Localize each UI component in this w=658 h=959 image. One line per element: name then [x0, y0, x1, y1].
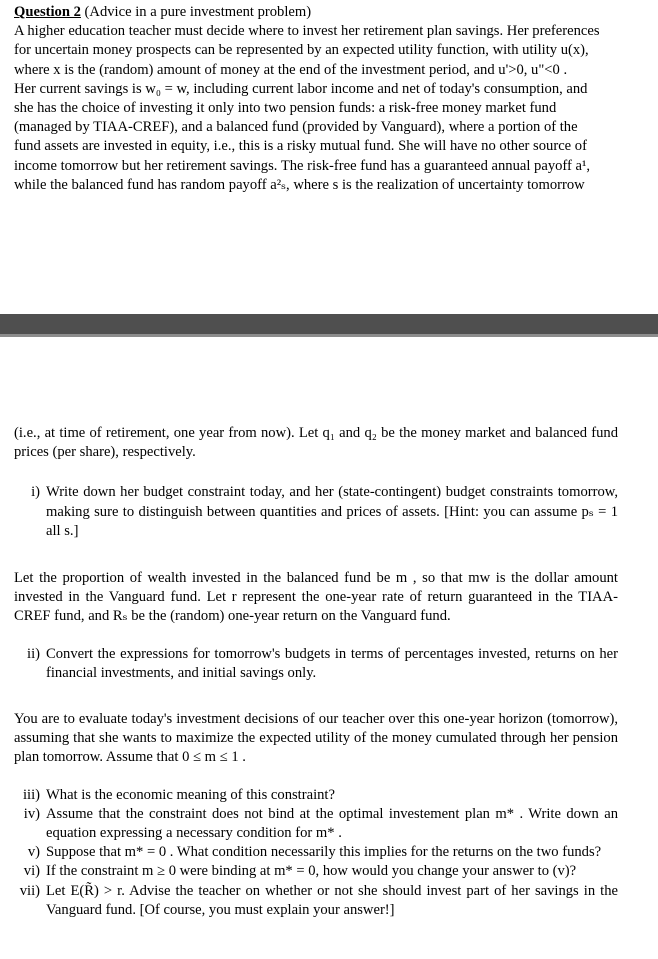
item-number: vi) — [23, 863, 40, 880]
sub-question-vi — [14, 862, 618, 881]
item-number: iii) — [22, 786, 40, 803]
item-number: vii) — [19, 882, 40, 899]
intro-line: A higher education teacher must decide where to invest her retirement plan savings. Her preferences — [14, 23, 600, 40]
intro-line: income tomorrow but her retirement savings. The risk-free fund has a guaranteed annual payoff a¹, — [14, 157, 591, 174]
continuation-paragraph: (i.e., at time of retirement, one year from now). Let q₁ and q₂ be the money market and balanced fund prices (per share), respectively. — [14, 425, 618, 461]
question-label: Question 2 — [14, 4, 81, 20]
item-number: v) — [27, 844, 40, 861]
item-text: Let E(R̃) > r. Advise the teacher on whether or not she should invest part of her savings in the Vanguard fund. [Of course, you must explain your answer!] — [46, 882, 618, 918]
item-text: Write down her budget constraint today, and her (state-contingent) budget constraints tomorrow, making sure to distinguish between quantities and prices of assets. [Hint: you can assume pₛ = 1 all s.] — [46, 484, 618, 539]
question-heading — [14, 3, 618, 22]
evaluation-paragraph: You are to evaluate today's investment decisions of our teacher over this one-year horizon (tomorrow), assuming that she wants to maximize the expected utility of the money cumulated through her pension plan tomorrow. Assume that 0 ≤ m ≤ 1 . — [14, 711, 618, 766]
item-number: ii) — [27, 645, 40, 662]
item-number: i) — [31, 484, 40, 501]
intro-line: she has the choice of investing it only into two pension funds: a risk-free money market fund — [14, 100, 557, 117]
sub-question-i — [14, 483, 618, 541]
sub-question-vii — [14, 882, 618, 920]
intro-line: fund assets are invested in equity, i.e., this is a risky mutual fund. She will have no other source of — [14, 138, 587, 155]
question-block-bottom — [14, 424, 618, 920]
sub-question-ii — [14, 645, 618, 683]
page-break-bar — [0, 314, 658, 337]
item-number: iv) — [23, 805, 40, 822]
intro-line: where x is the (random) amount of money at the end of the investment period, and u'>0, u"<0 . — [14, 61, 568, 78]
item-text: What is the economic meaning of this constraint? — [46, 786, 335, 803]
item-text: Assume that the constraint does not bind at the optimal investement plan m* . Write down an equation expressing a necessary condition for m* . — [46, 805, 618, 842]
question-block-top — [14, 3, 618, 195]
sub-question-list — [14, 786, 618, 920]
intro-line: (managed by TIAA-CREF), and a balanced fund (provided by Vanguard), where a portion of the — [14, 119, 578, 136]
sub-question-v — [14, 843, 618, 862]
intro-line: while the balanced fund has random payoff a²ₛ, where s is the realization of uncertainty tomorrow — [14, 176, 585, 193]
sub-question-iii — [14, 786, 618, 805]
item-text: Convert the expressions for tomorrow's budgets in terms of percentages invested, returns on her financial investments, and initial savings only. — [46, 645, 618, 681]
question-subtitle: (Advice in a pure investment problem) — [80, 4, 312, 20]
sub-question-iv — [14, 805, 618, 843]
intro-line: for uncertain money prospects can be represented by an expected utility function, with utility u(x), — [14, 42, 589, 59]
intro-line: Her current savings is w₀ = w, including current labor income and net of today's consumption, and — [14, 80, 588, 97]
item-text: If the constraint m ≥ 0 were binding at m* = 0, how would you change your answer to (v)? — [46, 863, 577, 880]
proportion-paragraph: Let the proportion of wealth invested in the balanced fund be m , so that mw is the dollar amount invested in the Vanguard fund. Let r represent the one-year rate of return guaranteed in the TIAA-CREF fund, and Rₛ be the (random) one-year return on the Vanguard fund. — [14, 570, 618, 625]
item-text: Suppose that m* = 0 . What condition necessarily this implies for the returns on the two funds? — [46, 844, 602, 861]
